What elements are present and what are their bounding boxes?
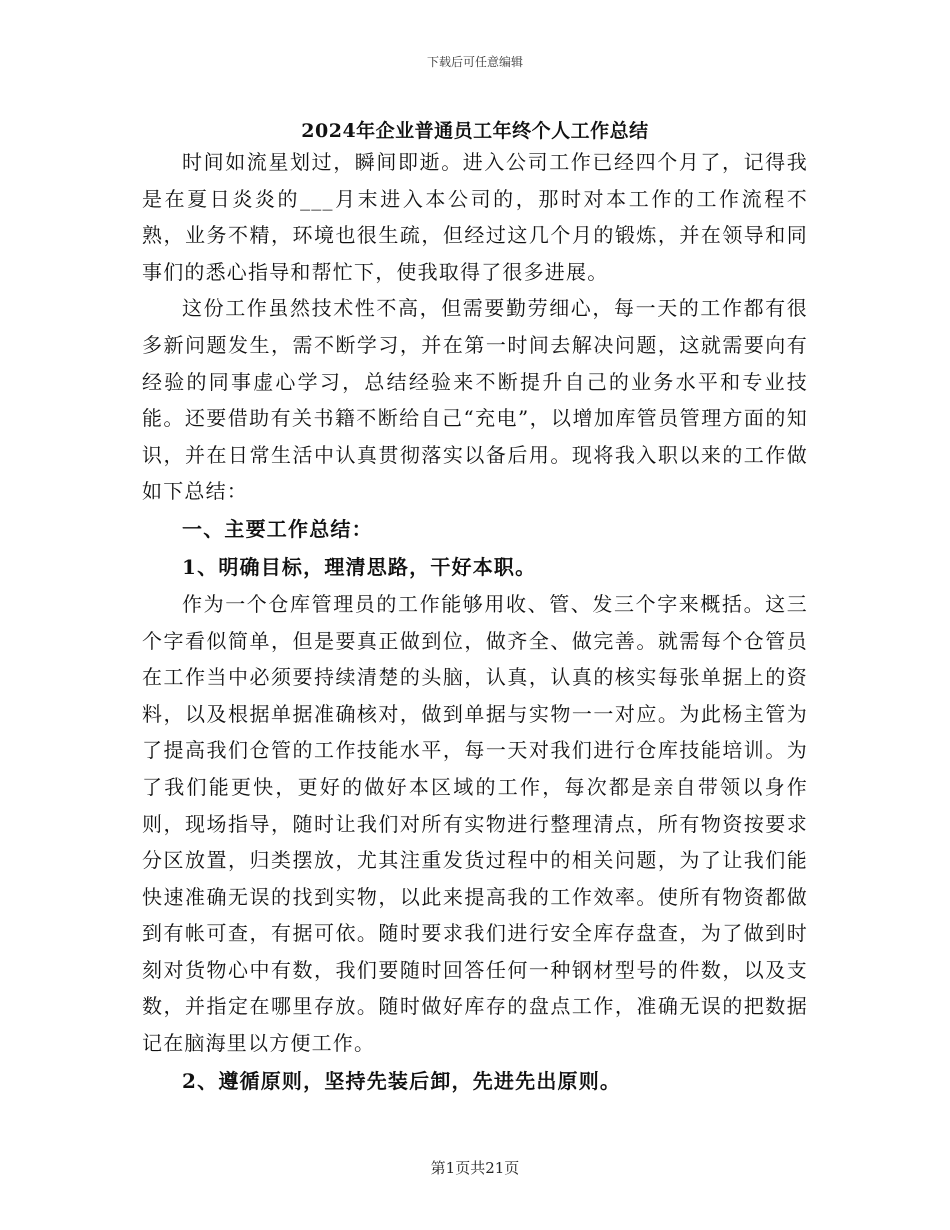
document-title: 2024年企业普通员工年终个人工作总结 [301, 120, 649, 142]
page-number: 第1页共21页 [430, 1159, 520, 1177]
subheading-goals: 1、明确目标，理清思路，干好本职。 [182, 554, 537, 579]
section-heading-main-summary: 一、主要工作总结： [182, 516, 373, 541]
paragraph-intro: 时间如流星划过，瞬间即逝。进入公司工作已经四个月了，记得我是在夏日炎炎的___月末进入本公司的，那时对本工作的工作流程不熟，业务不精，环境也很生疏，但经过这几个月的锻炼，并在领导和同事们的悉心指导和帮忙下，使我取得了很多进展。 [142, 150, 808, 284]
document-body [142, 144, 808, 1100]
paragraph-warehouse-duties: 作为一个仓库管理员的工作能够用收、管、发三个字来概括。这三个字看似简单，但是要真正做到位，做齐全、做完善。就需每个仓管员在工作当中必须要持续清楚的头脑，认真，认真的核实每张单据上的资料，以及根据单据准确核对，做到单据与实物一一对应。为此杨主管为了提高我们仓管的工作技能水平，每一天对我们进行仓库技能培训。为了我们能更快，更好的做好本区域的工作，每次都是亲自带领以身作则，现场指导，随时让我们对所有实物进行整理清点，所有物资按要求分区放置，归类摆放，尤其注重发货过程中的相关问题，为了让我们能快速准确无误的找到实物，以此来提高我的工作效率。使所有物资都做到有帐可查，有据可依。随时要求我们进行安全库存盘查，为了做到时刻对货物心中有数，我们要随时回答任何一种钢材型号的件数，以及支数，并指定在哪里存放。随时做好库存的盘点工作，准确无误的把数据记在脑海里以方便工作。 [142, 591, 808, 1056]
paragraph-work-nature: 这份工作虽然技术性不高，但需要勤劳细心，每一天的工作都有很多新问题发生，需不断学习，并在第一时间去解决问题，这就需要向有经验的同事虚心学习，总结经验来不断提升自己的业务水平和专业技能。还要借助有关书籍不断给自己“充电”，以增加库管员管理方面的知识，并在日常生活中认真贯彻落实以备后用。现将我入职以来的工作做如下总结： [142, 296, 808, 504]
subheading-principles: 2、遵循原则，坚持先装后卸，先进先出原则。 [182, 1068, 622, 1093]
header-note: 下载后可任意编辑 [426, 55, 523, 69]
